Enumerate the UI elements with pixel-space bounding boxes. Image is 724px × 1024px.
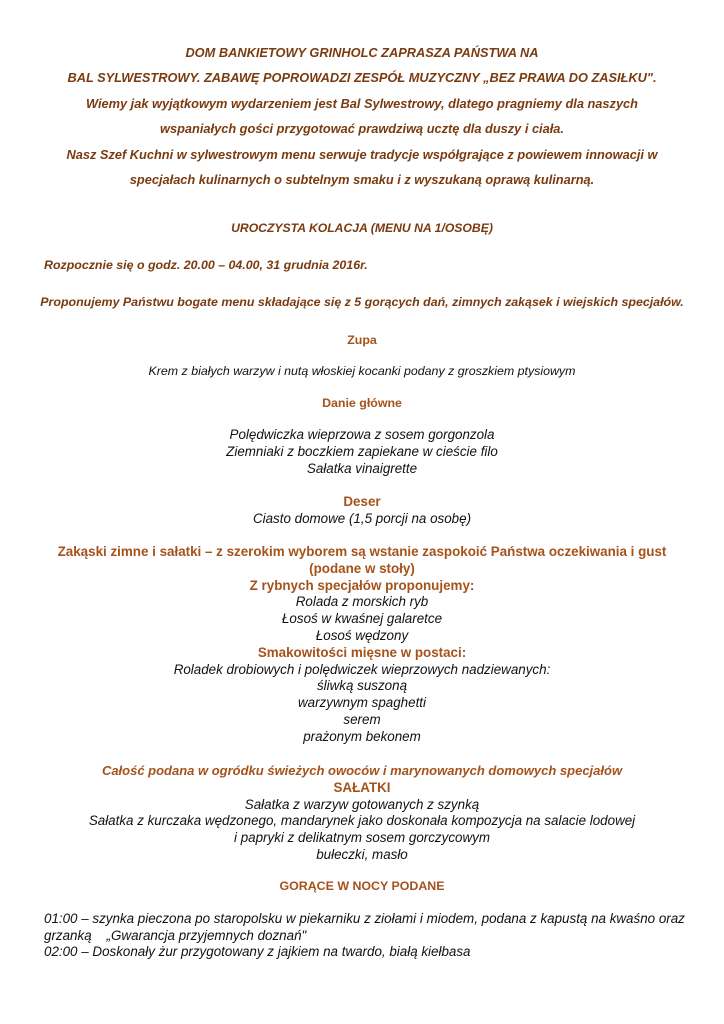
intro-line: BAL SYLWESTROWY. ZABAWĘ POPROWADZI ZESPÓŁ MUZYCZNY „BEZ PRAWA DO ZASIŁKU". [67, 70, 657, 86]
hot-night-line: grzanką „Gwarancja przyjemnych doznań" [44, 927, 307, 943]
intro-line: specjałach kulinarnych o subtelnym smaku i z wyszukaną oprawą kulinarną. [129, 172, 595, 188]
dessert-item: Ciasto domowe (1,5 porcji na osobę) [252, 510, 472, 526]
fish-item: Łosoś wędzony [315, 627, 409, 643]
soup-item: Krem z białych warzyw i nutą włoskiej kocanki podany z groszkiem ptysiowym [148, 364, 576, 378]
meat-item: prażonym bekonem [303, 728, 421, 744]
hot-night-line: 02:00 – Doskonały żur przygotowany z jajkiem na twardo, białą kiełbasa [44, 944, 471, 960]
cold-heading: Zakąski zimne i sałatki – z szerokim wyborem są wstanie zaspokoić Państwa oczekiwania i gust [57, 544, 667, 559]
hot-night-line: 01:00 – szynka pieczona po staropolsku w piekarniku z ziołami i miodem, podana z kapustą na kwaśno oraz [44, 911, 685, 926]
dessert-heading: Deser [343, 494, 381, 509]
start-info: Rozpocznie się o godz. 20.00 – 04.00, 31 grudnia 2016r. [44, 258, 368, 272]
cold-starters-block [0, 544, 724, 746]
fish-heading: Z rybnych specjałów proponujemy: [249, 577, 475, 593]
hot-night-heading: GORĄCE W NOCY PODANE [279, 879, 445, 893]
main-course-item: Polędwiczka wieprzowa z sosem gorgonzola [229, 427, 495, 442]
salad-item: Sałatka z warzyw gotowanych z szynką [244, 796, 480, 812]
intro-line: wspaniałych gości przygotować prawdziwą ucztę dla duszy i ciała. [160, 121, 564, 137]
intro-paragraph [30, 40, 694, 192]
proposal-text: Proponujemy Państwu bogate menu składające się z 5 gorących dań, zimnych zakąsek i wiejskich specjałów. [40, 295, 684, 309]
fish-item: Rolada z morskich ryb [295, 594, 429, 610]
meat-item: śliwką suszoną [316, 678, 408, 694]
fish-item: Łosoś w kwaśnej galaretce [281, 611, 443, 627]
main-course-item: Sałatka vinaigrette [306, 460, 418, 476]
salads-heading: SAŁATKI [333, 779, 391, 795]
meat-item: Roladek drobiowych i polędwiczek wieprzowych nadziewanych: [173, 661, 551, 677]
main-course-list [0, 427, 724, 477]
cold-heading-note: (podane w stoły) [309, 560, 415, 576]
salad-item: bułeczki, masło [316, 846, 408, 862]
meat-item: serem [343, 711, 381, 727]
intro-line: Nasz Szef Kuchni w sylwestrowym menu serwuje tradycje współgrające z powiewem innowacji w [66, 146, 658, 162]
main-course-heading: Danie główne [322, 396, 402, 410]
salad-item: i papryki z delikatnym sosem gorczycowym [234, 830, 490, 846]
intro-line: Wiemy jak wyjątkowym wydarzeniem jest Bal Sylwestrowy, dlatego pragniemy dla naszych [85, 95, 638, 111]
hot-night-list [44, 911, 694, 961]
salads-block [0, 763, 724, 864]
soup-heading: Zupa [347, 333, 377, 347]
salad-item: Sałatka z kurczaka wędzonego, mandarynek jako doskonała kompozycja na salacie lodowej [88, 813, 636, 829]
meat-item: warzywnym spaghetti [297, 695, 426, 711]
dessert-block [0, 494, 724, 528]
intro-line: DOM BANKIETOWY GRINHOLC ZAPRASZA PAŃSTWA NA [185, 45, 539, 60]
main-course-item: Ziemniaki z boczkiem zapiekane w cieście filo [226, 443, 498, 459]
dinner-title: UROCZYSTA KOLACJA (MENU NA 1/OSOBĘ) [231, 221, 493, 235]
salads-note: Całość podana w ogródku świeżych owoców i marynowanych domowych specjałów [101, 763, 623, 778]
meat-heading: Smakowitości mięsne w postaci: [257, 644, 467, 660]
